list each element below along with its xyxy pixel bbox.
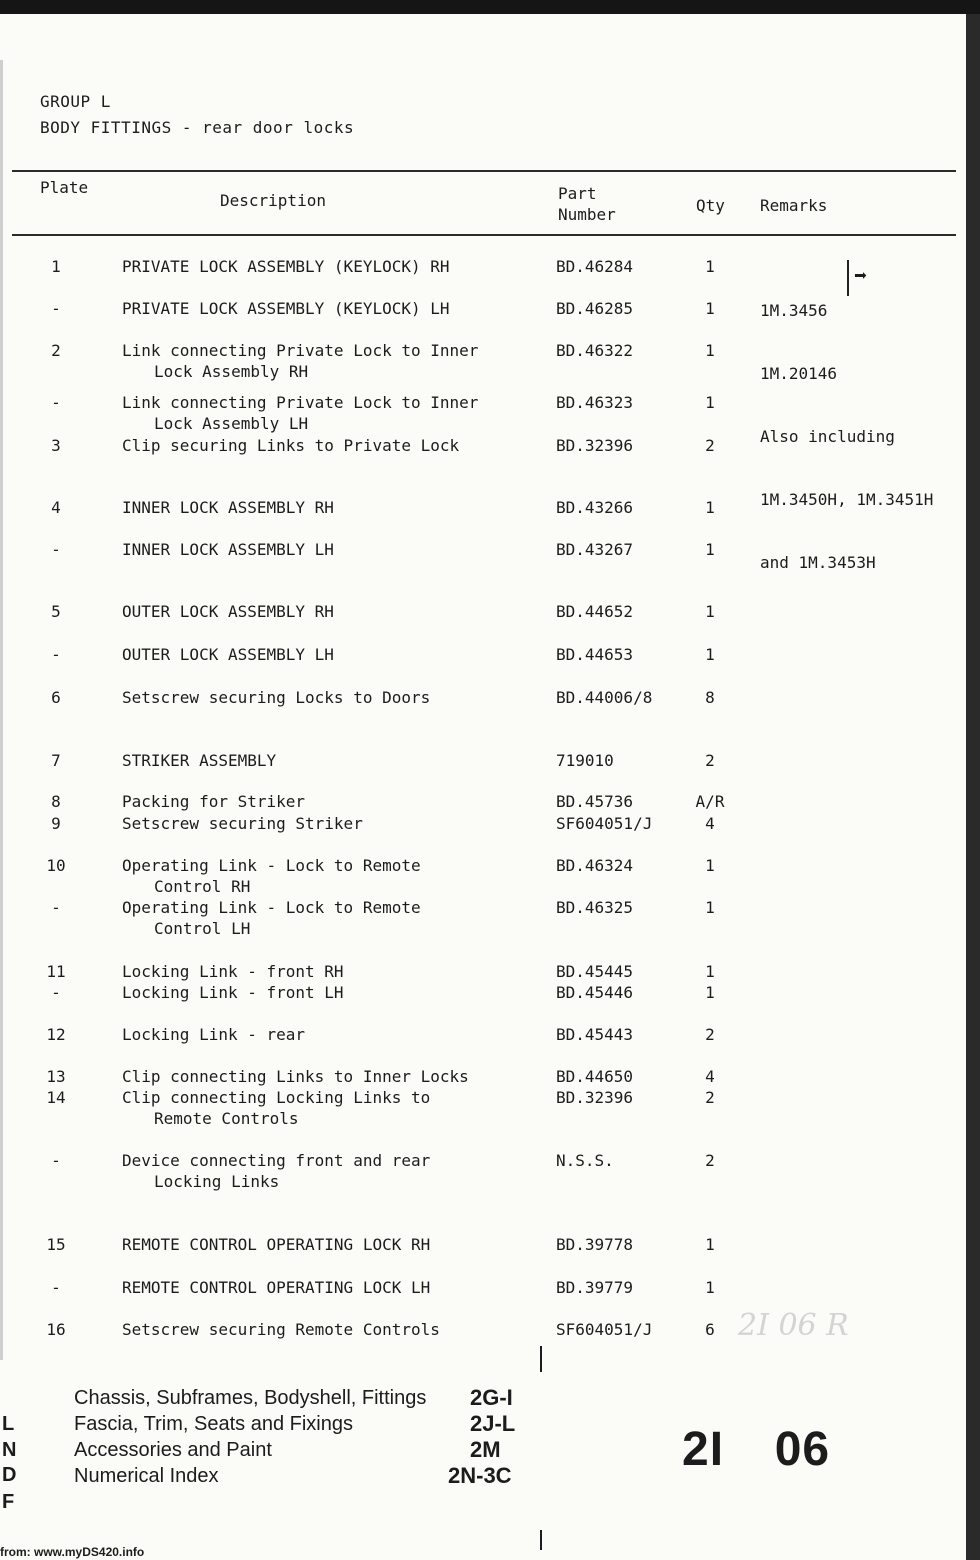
description-cell <box>122 791 305 812</box>
description-line: Operating Link - Lock to Remote <box>122 898 421 917</box>
description-line: OUTER LOCK ASSEMBLY RH <box>122 602 334 621</box>
description-cell <box>122 644 334 665</box>
index-code-accessories[interactable]: 2M <box>470 1437 501 1462</box>
remark-line: Also including <box>760 427 895 446</box>
remarks-block <box>760 258 933 636</box>
group-title: GROUP L <box>40 92 111 111</box>
description-line: REMOTE CONTROL OPERATING LOCK LH <box>122 1278 431 1297</box>
remark-line: 1M.3450H, 1M.3451H <box>760 490 934 509</box>
description-line: Locking Link - rear <box>122 1025 306 1044</box>
plate-cell: 8 <box>51 792 61 811</box>
table-top-rule <box>12 170 956 172</box>
plate-cell: 5 <box>51 602 61 621</box>
part-number-cell: BD.45445 <box>556 962 634 981</box>
remark-line: and 1M.3453H <box>760 553 876 572</box>
plate-cell: - <box>51 299 61 318</box>
qty-cell: 1 <box>705 983 715 1002</box>
part-number-cell: BD.44653 <box>556 645 634 664</box>
description-line: Operating Link - Lock to Remote <box>122 856 421 875</box>
description-cell <box>122 855 421 897</box>
description-line: Locking Link - front LH <box>122 983 344 1002</box>
plate-cell: 14 <box>46 1088 66 1107</box>
qty-cell: 1 <box>705 856 715 875</box>
description-line: Clip connecting Locking Links to <box>122 1088 431 1107</box>
qty-cell: 1 <box>705 341 715 360</box>
description-cell <box>122 687 430 708</box>
qty-cell: 2 <box>705 1088 715 1107</box>
description-cell <box>122 256 450 277</box>
plate-cell: 12 <box>46 1025 66 1044</box>
plate-cell: - <box>51 983 61 1002</box>
table-header-rule <box>12 234 956 236</box>
plate-cell: 1 <box>51 257 61 276</box>
index-label-fascia[interactable]: Fascia, Trim, Seats and Fixings <box>74 1413 353 1435</box>
description-line: PRIVATE LOCK ASSEMBLY (KEYLOCK) LH <box>122 299 450 318</box>
qty-cell: 1 <box>705 393 715 412</box>
col-part-header-line2: Number <box>558 205 616 224</box>
part-number-cell: BD.39779 <box>556 1278 634 1297</box>
arrow-right-icon: ➡ <box>854 264 868 289</box>
qty-cell: 6 <box>705 1320 715 1339</box>
index-label-accessories[interactable]: Accessories and Paint <box>74 1439 272 1461</box>
col-remarks-header: Remarks <box>760 196 828 215</box>
part-number-cell: BD.43267 <box>556 540 634 559</box>
part-number-cell: BD.46323 <box>556 393 634 412</box>
plate-cell: 11 <box>46 962 66 981</box>
description-line: Device connecting front and rear <box>122 1151 431 1170</box>
index-code-numerical[interactable]: 2N-3C <box>448 1463 512 1488</box>
description-cell <box>122 435 459 456</box>
col-plate-header: Plate <box>40 178 89 197</box>
part-number-cell: BD.39778 <box>556 1235 634 1254</box>
section-subtitle: BODY FITTINGS - rear door locks <box>40 118 355 137</box>
plate-cell: 4 <box>51 498 61 517</box>
description-line: INNER LOCK ASSEMBLY RH <box>122 498 334 517</box>
part-number-cell: N.S.S. <box>556 1151 614 1170</box>
description-line: Locking Link - front RH <box>122 962 344 981</box>
qty-cell: 1 <box>705 1235 715 1254</box>
qty-cell: 1 <box>705 962 715 981</box>
part-number-cell: BD.46284 <box>556 257 634 276</box>
description-cell <box>122 1024 305 1045</box>
qty-cell: A/R <box>695 792 725 811</box>
plate-cell: - <box>51 1151 61 1170</box>
part-number-cell: BD.45446 <box>556 983 634 1002</box>
description-cell <box>122 340 478 382</box>
description-line: Clip securing Links to Private Lock <box>122 436 460 455</box>
description-line: Setscrew securing Striker <box>122 814 363 833</box>
index-label-numerical[interactable]: Numerical Index <box>74 1465 219 1487</box>
index-label-chassis[interactable]: Chassis, Subframes, Bodyshell, Fittings <box>74 1387 427 1409</box>
index-code-chassis[interactable]: 2G-I <box>470 1385 513 1410</box>
description-cell <box>122 539 334 560</box>
qty-cell: 2 <box>705 436 715 455</box>
remark-bracket <box>847 260 849 296</box>
plate-cell: 9 <box>51 814 61 833</box>
qty-cell: 1 <box>705 1278 715 1297</box>
qty-cell: 1 <box>705 602 715 621</box>
description-cell <box>122 982 344 1003</box>
description-cell <box>122 392 478 434</box>
description-line: Link connecting Private Lock to Inner <box>122 341 479 360</box>
plate-cell: - <box>51 645 61 664</box>
description-line: Link connecting Private Lock to Inner <box>122 393 479 412</box>
description-cell <box>122 1277 430 1298</box>
description-cell <box>122 497 334 518</box>
description-cell <box>122 961 344 982</box>
description-continuation: Remote Controls <box>154 1109 299 1128</box>
side-tab-letter: N <box>2 1439 17 1461</box>
description-line: OUTER LOCK ASSEMBLY LH <box>122 645 334 664</box>
plate-cell: 16 <box>46 1320 66 1339</box>
description-continuation: Lock Assembly RH <box>154 362 309 381</box>
qty-cell: 8 <box>705 688 715 707</box>
description-continuation: Locking Links <box>154 1172 280 1191</box>
plate-cell: 3 <box>51 436 61 455</box>
qty-cell: 1 <box>705 498 715 517</box>
plate-cell: - <box>51 1278 61 1297</box>
index-code-fascia[interactable]: 2J-L <box>470 1411 516 1436</box>
description-line: Setscrew securing Locks to Doors <box>122 688 431 707</box>
part-number-cell: BD.46285 <box>556 299 634 318</box>
description-cell <box>122 897 421 939</box>
side-tab-letter: F <box>2 1491 15 1513</box>
description-line: STRIKER ASSEMBLY <box>122 751 277 770</box>
qty-cell: 1 <box>705 257 715 276</box>
remark-line: 1M.3456 <box>760 301 828 320</box>
top-border <box>0 0 980 14</box>
page-number-right: 06 <box>774 1423 831 1476</box>
col-qty-header: Qty <box>696 196 725 215</box>
qty-cell: 1 <box>705 898 715 917</box>
plate-cell: 13 <box>46 1067 66 1086</box>
side-tab-letter: D <box>2 1464 17 1486</box>
page-number <box>682 1422 830 1478</box>
left-edge-mark <box>0 60 3 1360</box>
plate-cell: 2 <box>51 341 61 360</box>
description-cell <box>122 813 363 834</box>
part-number-cell: BD.46322 <box>556 341 634 360</box>
description-cell <box>122 1319 440 1340</box>
part-number-cell: BD.45443 <box>556 1025 634 1044</box>
description-cell <box>122 750 276 771</box>
qty-cell: 4 <box>705 814 715 833</box>
part-number-cell: BD.44006/8 <box>556 688 653 707</box>
description-line: INNER LOCK ASSEMBLY LH <box>122 540 334 559</box>
description-cell <box>122 298 450 319</box>
qty-cell: 1 <box>705 645 715 664</box>
part-number-cell: BD.46324 <box>556 856 634 875</box>
qty-cell: 2 <box>705 751 715 770</box>
qty-cell: 2 <box>705 1151 715 1170</box>
part-number-cell: SF604051/J <box>556 1320 653 1339</box>
part-number-cell: BD.32396 <box>556 436 634 455</box>
index-divider-bottom <box>540 1530 542 1550</box>
plate-cell: - <box>51 898 61 917</box>
description-cell <box>122 601 334 622</box>
part-number-cell: BD.44650 <box>556 1067 634 1086</box>
description-continuation: Control LH <box>154 919 251 938</box>
page-number-left: 2I <box>682 1423 725 1476</box>
part-number-cell: BD.43266 <box>556 498 634 517</box>
index-divider-top <box>540 1346 542 1372</box>
plate-cell: - <box>51 393 61 412</box>
plate-cell: - <box>51 540 61 559</box>
source-footer: from: www.myDS420.info <box>0 1545 145 1559</box>
description-line: REMOTE CONTROL OPERATING LOCK RH <box>122 1235 431 1254</box>
description-continuation: Lock Assembly LH <box>154 414 309 433</box>
description-line: Setscrew securing Remote Controls <box>122 1320 440 1339</box>
description-cell <box>122 1087 430 1129</box>
part-number-cell: 719010 <box>556 751 614 770</box>
plate-cell: 7 <box>51 751 61 770</box>
remark-line: 1M.20146 <box>760 364 838 383</box>
description-line: Packing for Striker <box>122 792 306 811</box>
part-number-cell: BD.46325 <box>556 898 634 917</box>
plate-cell: 10 <box>46 856 66 875</box>
plate-cell: 6 <box>51 688 61 707</box>
part-number-cell: BD.32396 <box>556 1088 634 1107</box>
qty-cell: 1 <box>705 299 715 318</box>
col-part-header-line1: Part <box>558 184 597 203</box>
right-border <box>966 14 980 1560</box>
description-cell <box>122 1150 430 1192</box>
qty-cell: 2 <box>705 1025 715 1044</box>
side-tab-letter: L <box>2 1413 15 1435</box>
part-number-cell: BD.45736 <box>556 792 634 811</box>
qty-cell: 1 <box>705 540 715 559</box>
col-part-header <box>558 183 616 225</box>
part-number-cell: BD.44652 <box>556 602 634 621</box>
part-number-cell: SF604051/J <box>556 814 653 833</box>
description-line: Clip connecting Links to Inner Locks <box>122 1067 469 1086</box>
description-cell <box>122 1066 469 1087</box>
description-cell <box>122 1234 430 1255</box>
qty-cell: 4 <box>705 1067 715 1086</box>
description-line: PRIVATE LOCK ASSEMBLY (KEYLOCK) RH <box>122 257 450 276</box>
description-continuation: Control RH <box>154 877 251 896</box>
col-description-header: Description <box>220 191 326 210</box>
faint-stamp: 2I 06 R <box>738 1308 849 1343</box>
plate-cell: 15 <box>46 1235 66 1254</box>
